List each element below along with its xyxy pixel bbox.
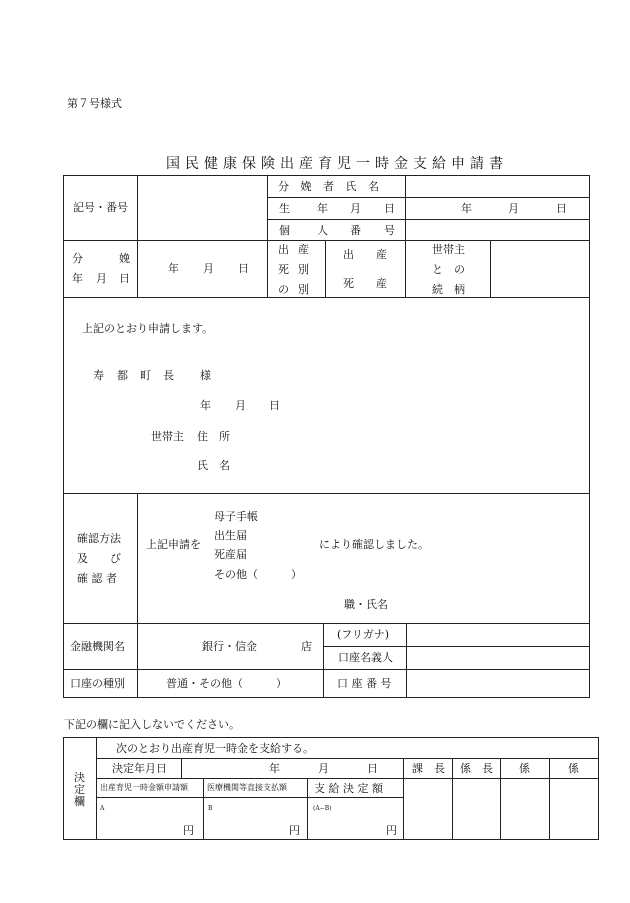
kigou-bangou-label: 記号・番号 [73,201,128,214]
decision-side-3: 欄 [74,795,85,808]
form-number: 第７号様式 [67,97,122,110]
shussan-a: 出 [278,243,289,256]
confirm-label-3: 確 認 者 [77,572,117,585]
official-name-label: 職・氏名 [344,598,388,611]
option-shusshoutodoke: 出生届 [214,529,247,542]
shussan-option: 出 産 [343,248,387,261]
marker-b: B [208,805,213,812]
decision-month: 月 [318,762,329,775]
bunben-day-label: 日 [119,272,130,285]
role-kakari-1: 係 [519,762,530,775]
yen-a: 円 [183,824,194,837]
address-label: 住 所 [197,430,230,443]
decision-side-2: 定 [74,783,85,796]
role-kakari-2: 係 [568,762,579,775]
account-type-label: 口座の種別 [70,677,125,690]
shisan-option: 死 産 [343,277,387,290]
marker-a: A [100,805,105,812]
mayor-3: 町 [140,369,151,382]
shibetsu-b: 別 [298,263,309,276]
form-title: 国民健康保険出産育児一時金支給申請書 [166,156,508,172]
name-label: 氏 名 [197,459,230,472]
personal-number-label-1: 個 [279,224,290,237]
decision-date-label: 決定年月日 [112,762,167,775]
decision-side-1: 決 [74,771,85,784]
bunben-label-a: 分 [72,252,83,265]
option-boshi-techo: 母子手帳 [214,510,258,523]
bunben-day: 日 [238,262,249,275]
amount-header-requested: 出産育児一時金額申請額 [100,783,188,792]
holder-label: 口座名義人 [338,651,393,664]
notice-text: 下記の欄に記入しないでください。 [64,718,240,731]
bunben-year: 年 [168,262,179,275]
option-shizantodoke: 死産届 [214,548,247,561]
birth-day: 日 [556,202,567,215]
decision-year: 年 [269,762,280,775]
bunben-label-b: 娩 [119,252,130,265]
setainushi-applicant: 世帯主 [151,430,184,443]
mayor-1: 寿 [93,369,104,382]
mayor-2: 都 [117,369,128,382]
role-kacho: 課 長 [412,762,445,775]
decision-day: 日 [367,762,378,775]
amount-header-direct: 医療機関等直接支払額 [207,783,287,792]
mayor-5: 様 [200,369,211,382]
decision-statement: 次のとおり出産育児一時金を支給する。 [116,742,314,755]
bunben-shimei-label: 分 娩 者 氏 名 [278,180,383,193]
yen-ab: 円 [386,824,397,837]
bunben-month: 月 [203,262,214,275]
app-day: 日 [269,399,280,412]
marker-ab: (A−B) [313,805,332,812]
amount-header-decision: 支 給 決 定 額 [314,782,383,795]
yen-b: 円 [289,824,300,837]
bunben-month-label: 月 [96,272,107,285]
account-type-value: 普通・その他（ ） [166,677,287,690]
app-year: 年 [200,399,211,412]
role-kakaricho: 係 長 [460,762,493,775]
institution-label: 金融機関名 [70,640,125,653]
nobetsu-a: の [278,283,289,296]
uejoki-label: 上記申請を [146,538,201,551]
furigana-label: (フリガナ) [337,628,390,641]
confirmed-text: により確認しました。 [319,538,429,551]
birth-date-label-2: 年 [317,202,328,215]
nobetsu-b: 別 [298,283,309,296]
option-other: その他（ ） [214,568,302,581]
confirm-label-1: 確認方法 [77,532,121,545]
application-statement: 上記のとおり申請します。 [82,322,214,335]
shibetsu-a: 死 [278,263,289,276]
setainushi-label-3: 続 柄 [432,283,465,296]
personal-number-label-3: 番 [350,224,361,237]
shussan-b: 産 [298,243,309,256]
app-month: 月 [235,399,246,412]
mayor-4: 長 [163,369,174,382]
setainushi-label-1: 世帯主 [432,243,465,256]
birth-date-label-3: 月 [350,202,361,215]
birth-date-label-4: 日 [384,202,395,215]
personal-number-label-2: 人 [317,224,328,237]
birth-date-label-1: 生 [279,202,290,215]
bunben-year-label: 年 [72,272,83,285]
institution-value: 銀行・信金 店 [202,640,312,653]
confirm-label-2: 及 び [77,552,121,565]
setainushi-label-2: と の [432,263,465,276]
birth-month: 月 [508,202,519,215]
personal-number-label-4: 号 [384,224,395,237]
account-number-label: 口 座 番 号 [337,677,392,690]
birth-year: 年 [461,202,472,215]
